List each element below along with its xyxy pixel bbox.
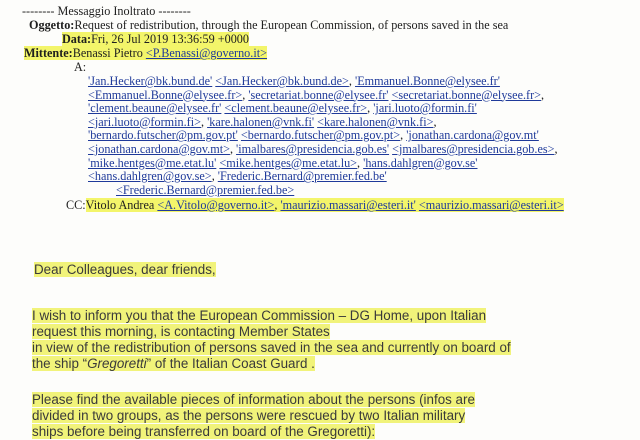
recipient-line [88, 75, 500, 89]
separator-text: , [242, 87, 249, 102]
recipient-email-link[interactable]: <hans.dahlgren@gov.se> [88, 169, 212, 184]
paragraph-2-line-3: ships before being transferred on board of the Gregoretti): [32, 424, 376, 439]
cc-row: CC:Vitolo Andrea <A.Vitolo@governo.it>, 'maurizio.massari@esteri.it' <maurizio.massari@esteri.it> [66, 198, 564, 212]
recipient-line [88, 116, 437, 130]
cc-label: CC: [66, 198, 86, 212]
separator-text: , [554, 142, 558, 156]
separator-text: , [211, 169, 218, 184]
recipient-email-link[interactable]: <Jan.Hecker@bk.bund.de> [215, 74, 349, 88]
date-value: Fri, 26 Jul 2019 13:36:59 +0000 [91, 32, 249, 46]
paragraph-1-line-1: I wish to inform you that the European Commission – DG Home, upon Italian [32, 308, 487, 323]
recipient-line [88, 129, 539, 143]
recipient-line [88, 102, 477, 116]
subject-row [29, 19, 508, 33]
separator-text: , [200, 114, 208, 129]
recipient-email-link[interactable]: 'Emmanuel.Bonne@elysee.fr' [355, 74, 500, 88]
sender-name: Benassi Pietro [72, 46, 143, 60]
date-row [62, 33, 249, 47]
recipient-email-link[interactable]: 'jonathan.cardona@gov.mt' [406, 128, 539, 143]
paragraph-2-line-2: divided in two groups, as the persons were rescued by two Italian military [32, 408, 466, 423]
ship-name: Gregoretti [87, 356, 147, 371]
subject-label: Oggetto: [29, 18, 75, 32]
recipient-email-link[interactable]: <jmalbares@presidencia.gob.es> [392, 142, 555, 156]
recipient-email-link[interactable]: 'mike.hentges@me.etat.lu' [88, 155, 217, 170]
recipient-line [88, 89, 544, 103]
recipient-email-link[interactable]: 'clement.beaune@elysee.fr' [88, 101, 222, 116]
recipient-email-link[interactable]: <Frederic.Bernard@premier.fed.be> [116, 182, 295, 197]
recipient-email-link[interactable]: 'imalbares@presidencia.gob.es' [236, 142, 390, 156]
date-label: Data: [62, 32, 92, 46]
recipient-email-link[interactable]: 'Frederic.Bernard@premier.fed.be' [217, 169, 387, 184]
sender-row [24, 47, 267, 61]
recipient-email-link[interactable]: <jonathan.cardona@gov.mt> [88, 142, 230, 156]
recipient-line [88, 157, 477, 171]
recipient-line [88, 170, 387, 184]
cc-email-link-2[interactable]: 'maurizio.massari@esteri.it' [280, 198, 416, 212]
recipients-label: A: [74, 60, 87, 74]
paragraph-2-line-1: Please find the available pieces of information about the persons (infos are [32, 392, 475, 407]
recipient-line [116, 184, 294, 198]
paragraph-1-line-4: the ship “Gregoretti” of the Italian Coast Guard . [32, 356, 315, 371]
cc-email-link-3[interactable]: <maurizio.massari@esteri.it> [418, 198, 564, 212]
recipient-email-link[interactable]: <clement.beaune@elysee.fr> [224, 101, 368, 116]
forward-separator: -------- Messaggio Inoltrato -------- [22, 4, 191, 18]
recipient-email-link[interactable]: 'kare.halonen@vnk.fi' [207, 114, 315, 129]
separator-text: , [367, 101, 374, 116]
separator-text: , [400, 128, 407, 143]
separator-text: , [348, 74, 355, 88]
recipient-email-link[interactable]: <Emmanuel.Bonne@elysee.fr> [88, 87, 243, 102]
recipient-email-link[interactable]: <kare.halonen@vnk.fi> [317, 114, 434, 129]
recipient-email-link[interactable]: <mike.hentges@me.etat.lu> [219, 155, 358, 170]
sender-label: Mittente: [24, 46, 73, 60]
recipient-email-link[interactable]: <bernardo.futscher@pm.gov.pt> [240, 128, 401, 143]
cc-email-link-1[interactable]: <A.Vitolo@governo.it> [157, 198, 275, 212]
greeting: Dear Colleagues, dear friends, [34, 262, 216, 277]
separator-text: , [229, 142, 237, 156]
subject-value: Request of redistribution, through the European Commission, of persons saved in the sea [74, 18, 509, 32]
sender-email-link[interactable]: <P.Benassi@governo.it> [145, 46, 267, 60]
recipient-email-link[interactable]: <secretariat.bonne@elysee.fr> [391, 87, 542, 102]
recipient-line [88, 143, 558, 157]
cc-name: Vitolo Andrea [85, 198, 155, 212]
separator-text: , [357, 155, 364, 170]
recipient-email-link[interactable]: 'jari.luoto@formin.fi' [373, 101, 477, 116]
recipient-email-link[interactable]: 'bernardo.futscher@pm.gov.pt' [88, 128, 238, 143]
paragraph-1-line-2: request this morning, is contacting Member States [32, 324, 330, 339]
recipient-email-link[interactable]: 'secretariat.bonne@elysee.fr' [248, 87, 389, 102]
recipient-email-link[interactable]: 'hans.dahlgren@gov.se' [363, 155, 478, 170]
separator-text: , [433, 114, 437, 129]
separator-text: , [541, 87, 545, 102]
recipient-email-link[interactable]: <jari.luoto@formin.fi> [88, 114, 201, 129]
paragraph-1-line-3: in view of the redistribution of persons saved in the sea and currently on board of [32, 340, 511, 355]
recipient-email-link[interactable]: 'Jan.Hecker@bk.bund.de' [88, 74, 213, 88]
